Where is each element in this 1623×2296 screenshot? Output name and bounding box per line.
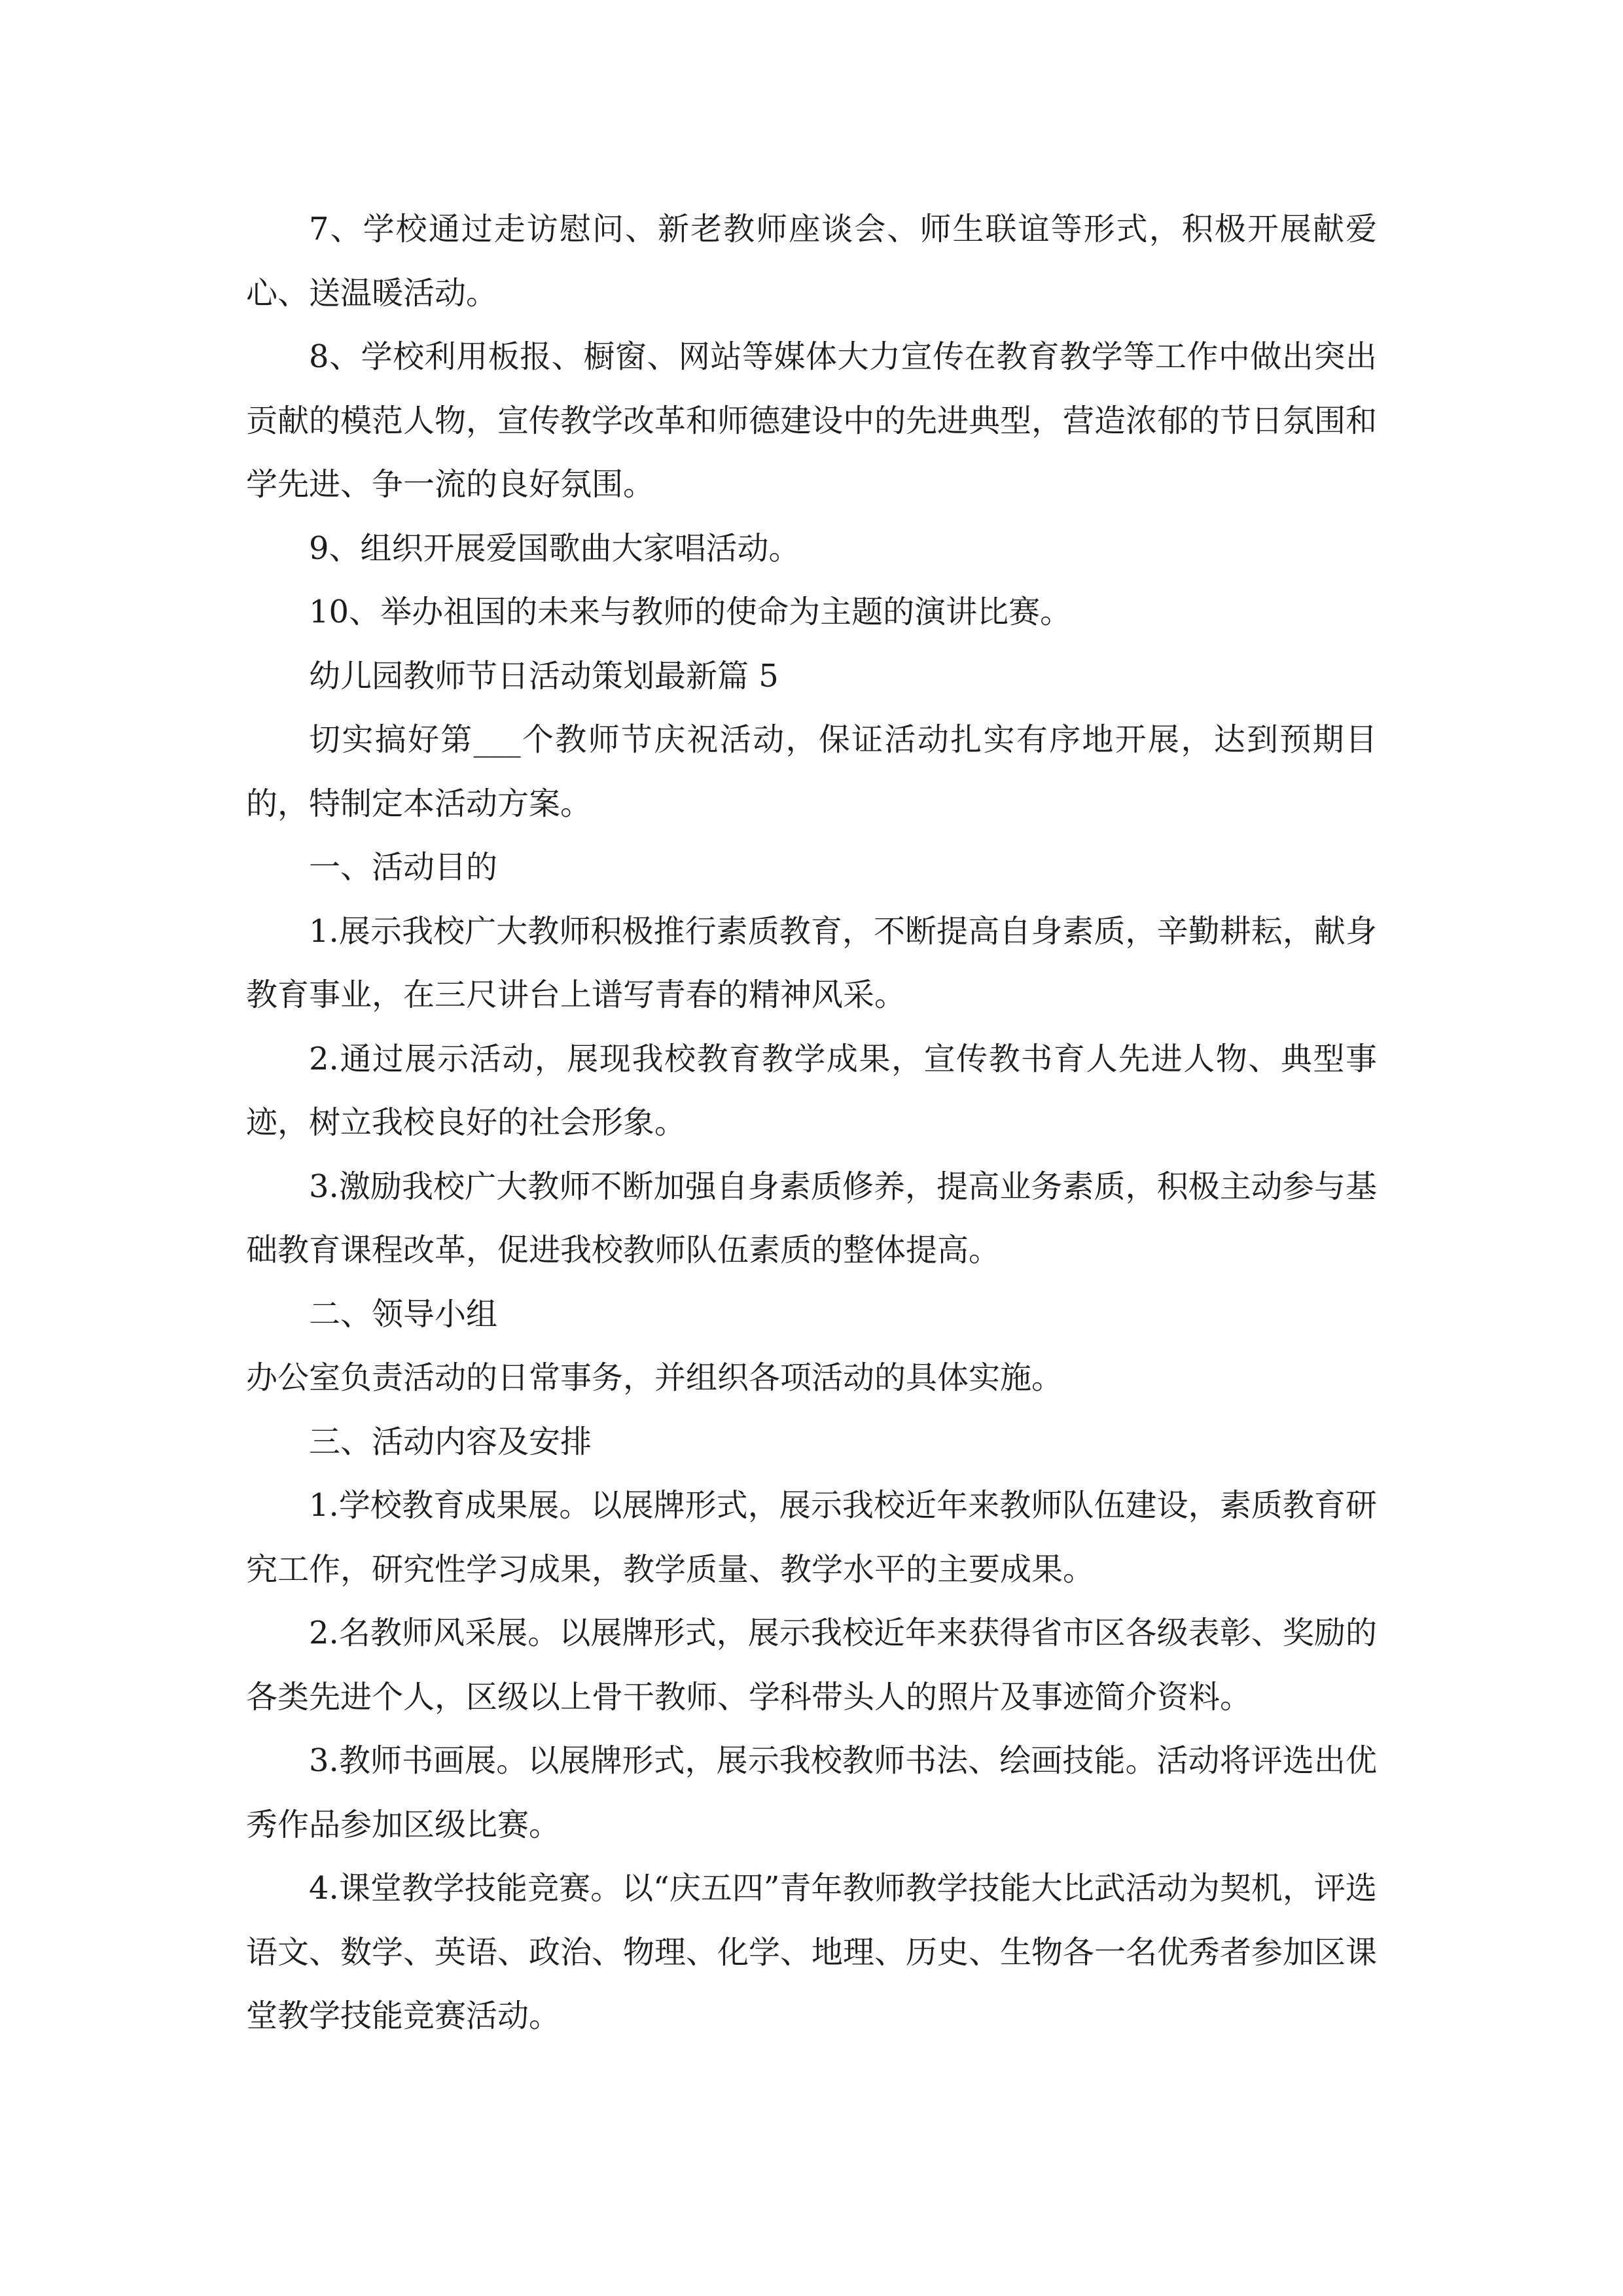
purpose-item-1: 1.展示我校广大教师积极推行素质教育，不断提高自身素质，辛勤耕耘，献身教育事业，在三尺讲台上谱写青春的精神风采。 xyxy=(246,912,1377,1013)
arrangement-item-2: 2.名教师风采展。以展牌形式，展示我校近年来获得省市区各级表彰、奖励的各类先进个人，区级以上骨干教师、学科带头人的照片及事迹简介资料。 xyxy=(246,1615,1377,1715)
arrangement-item-4: 4.课堂教学技能竞赛。以“庆五四”青年教师教学技能大比武活动为契机，评选语文、数学、英语、政治、物理、化学、地理、历史、生物各一名优秀者参加区课堂教学技能竞赛活动。 xyxy=(246,1870,1378,2034)
leadership-paragraph: 办公室负责活动的日常事务，并组织各项活动的具体实施。 xyxy=(246,1359,1063,1396)
heading-activity-purpose: 一、活动目的 xyxy=(309,849,498,886)
section-title: 幼儿园教师节日活动策划最新篇 5 xyxy=(309,657,779,694)
paragraph-item-8: 8、学校利用板报、橱窗、网站等媒体大力宣传在教育教学等工作中做出突出贡献的模范人物，宣传教学改革和师德建设中的先进典型，营造浓郁的节日氛围和学先进、争一流的良好氛围。 xyxy=(246,338,1378,503)
paragraph-item-7: 7、学校通过走访慰问、新老教师座谈会、师生联谊等形式，积极开展献爱心、送温暖活动。 xyxy=(246,211,1377,312)
paragraph-item-10: 10、举办祖国的未来与教师的使命为主题的演讲比赛。 xyxy=(309,594,1072,630)
intro-paragraph: 切实搞好第___个教师节庆祝活动，保证活动扎实有序地开展，达到预期目的，特制定本活动方案。 xyxy=(246,721,1377,822)
arrangement-item-3: 3.教师书画展。以展牌形式，展示我校教师书法、绘画技能。活动将评选出优秀作品参加区级比赛。 xyxy=(246,1742,1377,1843)
document-body xyxy=(246,198,1377,2049)
paragraph-item-9: 9、组织开展爱国歌曲大家唱活动。 xyxy=(309,529,800,567)
purpose-item-3: 3.激励我校广大教师不断加强自身素质修养，提高业务素质，积极主动参与基础教育课程改革，促进我校教师队伍素质的整体提高。 xyxy=(246,1168,1377,1268)
arrangement-item-1: 1.学校教育成果展。以展牌形式，展示我校近年来教师队伍建设，素质教育研究工作，研究性学习成果，教学质量、教学水平的主要成果。 xyxy=(246,1487,1377,1588)
heading-leadership-group: 二、领导小组 xyxy=(309,1295,498,1333)
purpose-item-2: 2.通过展示活动，展现我校教育教学成果，宣传教书育人先进人物、典型事迹，树立我校良好的社会形象。 xyxy=(246,1040,1377,1141)
heading-content-arrangement: 三、活动内容及安排 xyxy=(309,1423,592,1460)
